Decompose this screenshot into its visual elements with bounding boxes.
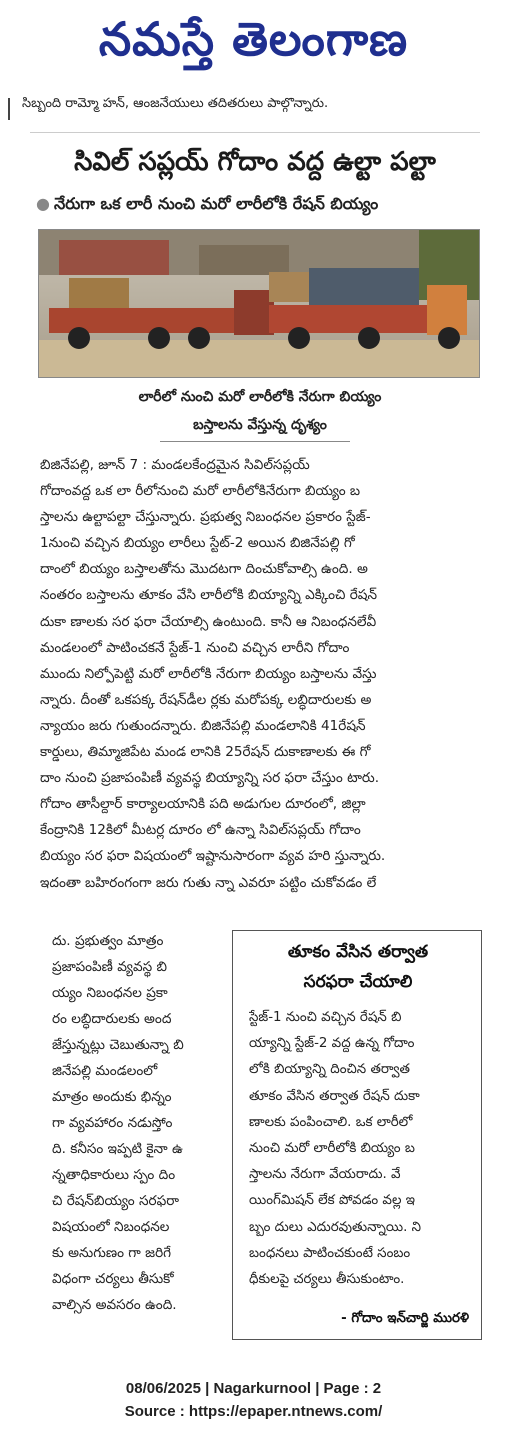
sidebar-box — [232, 930, 482, 1340]
body-line: ఇదంతా బహిరంగంగా జరు గుతు న్నా ఎవరూ పట్టిం చుకోవడం లే — [40, 874, 377, 891]
body-line: బియ్యం సర ఫరా విషయంలో ఇష్టానుసారంగా వ్యవ హరి స్తున్నారు. — [40, 848, 386, 865]
body-line: న్నారు. దీంతో ఒకపక్క రేషన్‌డీల ర్లకు మరోపక్క లబ్ధిదారులకు అ — [40, 691, 372, 708]
body-line: జినేపల్లి మండలంలో — [52, 1063, 158, 1079]
body-line: దాం నుంచి ప్రజాపంపిణీ వ్యవస్థ బియ్యాన్ని సర ఫరా చేస్తుం టారు. — [40, 770, 380, 787]
box-title-line: తూకం వేసిన తర్వాత — [287, 942, 429, 962]
box-body-line: నుంచి మరో లారీలోకి బియ్యం బ — [249, 1141, 415, 1157]
article-body-left-column — [52, 928, 228, 1318]
body-line: కేంద్రానికి 12కిలో మీటర్ల దూరం లో ఉన్నా సివిల్‌సప్లయ్ గోదాం — [40, 822, 361, 839]
body-line: దాంలో బియ్యం బస్తాలతోను మొదటగా దించుకోవాల్సి ఉంది. అ — [40, 561, 368, 578]
body-line: వాల్సిన అవసరం ఉంది. — [52, 1297, 177, 1313]
body-line: ది. కనీసం ఇప్పటి కైనా ఉ — [52, 1141, 183, 1157]
footer-source-link[interactable]: Source : https://epaper.ntnews.com/ — [124, 1403, 383, 1420]
body-line: స్తాలను ఉల్టాపల్టా చేస్తున్నారు. ప్రభుత్వ నిబంధనల ప్రకారం స్టేజ్- — [40, 509, 371, 526]
body-line: నంతరం బస్తాలను తూకం వేసి లారీలోకి బియ్యాన్ని ఎక్కించి రేషన్ — [40, 587, 378, 604]
body-line: న్యాయం జరు గుతుందన్నారు. బిజినేపల్లి మండలానికి 41రేషన్ — [40, 717, 366, 734]
article-body-full-width — [40, 452, 480, 896]
section-rule — [30, 132, 480, 133]
caption-line: లారీలో నుంచి మరో లారీలోకి నేరుగా బియ్యం — [138, 389, 382, 405]
body-line: 1నుంచి వచ్చిన బియ్యం లారీలు స్టేట్-2 అయిన బిజినేపల్లి గో — [40, 535, 355, 552]
body-line: కార్డులు, తిమ్మాజిపేట మండ లానికి 25రేషన్ దుకాణాలకు ఈ గో — [40, 744, 371, 761]
newspaper-title: నమస్తే తెలంగాణ — [98, 12, 409, 66]
article-photo — [38, 229, 480, 378]
bullet-icon: ● — [36, 194, 50, 213]
body-line: జేస్తున్నట్లు చెబుతున్నా బి — [52, 1037, 184, 1053]
sidebar-signature: - గోదాం ఇన్‌చార్జి మురళి — [341, 1311, 469, 1326]
masthead — [0, 0, 507, 90]
box-body-line: బంధనలు పాటించకుంటే సంబం — [249, 1245, 411, 1261]
photo-caption — [60, 383, 460, 439]
caption-line: బస్తాలను వేస్తున్న దృశ్యం — [193, 417, 327, 433]
body-line: మండలంలో పాటించకనే స్టేజ్-1 నుంచి వచ్చిన లారీని గోదాం — [40, 639, 350, 656]
box-body-line: ణాలకు పంపించాలి. ఒక లారీలో — [249, 1114, 413, 1130]
body-line: రం లబ్ధిదారులకు అంద — [52, 1011, 172, 1027]
footer-date-edition: 08/06/2025 | Nagarkurnool | Page : 2 — [125, 1380, 382, 1397]
body-line: దుకా ణాలకు సర ఫరా చేయాల్సి ఉంటుంది. కానీ ఆ నిబంధనలేవీ — [40, 613, 377, 630]
previous-article-line: సిబ్బంది రామ్మో హన్, ఆంజనేయులు తదితరులు పాల్గొన్నారు. — [22, 96, 329, 111]
lorry-photo-illustration — [39, 230, 479, 377]
body-line: గా వ్యవహారం నడుస్తోం — [52, 1115, 173, 1131]
body-line: బిజినేపల్లి, జూన్ 7 : మండలకేంద్రమైన సివిల్‌సప్లయ్ — [40, 457, 310, 473]
body-line: ముందు నిల్పోపెట్టి మరో లారీలోకి నేరుగా బియ్యం బస్తాలను వేస్తు — [40, 665, 377, 682]
box-body-line: లోకి బియ్యాన్ని దించిన తర్వాత — [249, 1062, 410, 1078]
body-line: న్నతాధికారులు స్పం దిం — [52, 1167, 176, 1183]
body-line: విషయంలో నిబంధనల — [52, 1219, 170, 1235]
box-body-line: స్టేజ్-1 నుంచి వచ్చిన రేషన్ బి — [249, 1010, 402, 1025]
sidebar-box-title — [233, 937, 483, 997]
box-body-line: బ్బం దులు ఎదురవుతున్నాయి. ని — [249, 1219, 422, 1235]
body-line: య్యం నిబంధనల ప్రకా — [52, 985, 168, 1001]
box-body-line: య్యాన్ని స్టేజ్-2 వద్ద ఉన్న గోదాం — [249, 1036, 415, 1052]
body-line: దు. ప్రభుత్వం మాత్రం — [52, 933, 164, 949]
body-line: గోదాం తాసీల్దార్ కార్యాలయానికి పది అడుగుల దూరంలో, జిల్లా — [40, 796, 366, 813]
body-line: ప్రజాపంపిణీ వ్యవస్థ బి — [52, 959, 167, 975]
sidebar-box-body — [249, 1005, 473, 1293]
body-line: కు అనుగుణం గా జరిగే — [52, 1245, 172, 1261]
body-line: మాత్రం అందుకు భిన్నం — [52, 1089, 172, 1105]
article-subheadline — [36, 194, 486, 217]
box-body-line: స్తాలను నేరుగా వేయరాదు. వే — [249, 1167, 401, 1183]
box-body-line: తూకం వేసిన తర్వాత రేషన్ దుకా — [249, 1088, 420, 1104]
subheadline-text: నేరుగా ఒక లారీ నుంచి మరో లారీలోకి రేషన్ బియ్యం — [53, 194, 379, 213]
body-line: విధంగా చర్యలు తీసుకో — [52, 1271, 174, 1287]
box-body-line: యింగ్‌మిషన్ లేక పోవడం వల్ల ఇ — [249, 1193, 415, 1209]
body-line: గోదాంవద్ద ఒక లా రీలోనుంచి మరో లారీలోకినేరుగా బియ్యం బ — [40, 483, 361, 500]
column-divider — [8, 98, 10, 120]
article-headline: సివిల్ సప్లయ్ గోదాం వద్ద ఉల్టా పల్టా — [74, 147, 436, 177]
box-title-line: సరఫరా చేయాలి — [303, 972, 413, 992]
body-line: చి రేషన్‌బియ్యం సరఫరా — [52, 1193, 179, 1209]
caption-rule — [160, 441, 350, 442]
box-body-line: ధీకులపై చర్యలు తీసుకుంటాం. — [249, 1272, 405, 1288]
